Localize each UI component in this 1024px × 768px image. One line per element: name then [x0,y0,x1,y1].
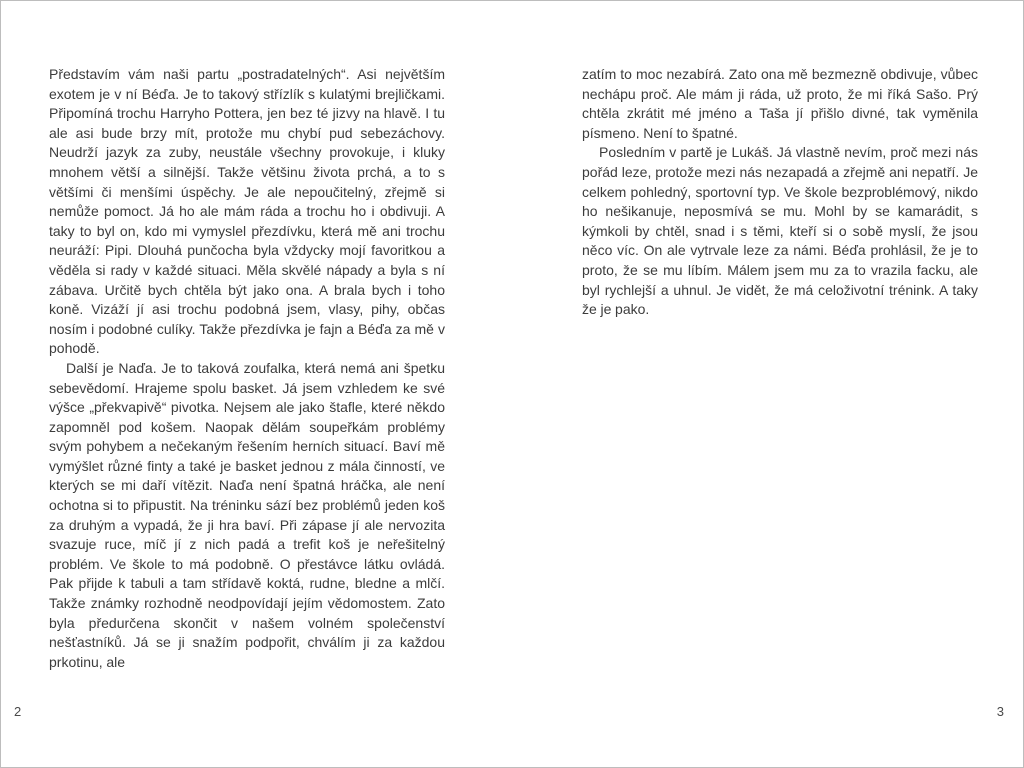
paragraph: Další je Naďa. Je to taková zoufalka, která nemá ani špetku sebevědomí. Hrajeme spolu basket. Já jsem vzhledem ke své výšce „překvapivě“ pivotka. Nejsem ale jako štafle, které někdo zapomněl pod košem. Naopak dělám soupeřkám problémy svým pohybem a nečekaným řešením herních situací. Baví mě vymýšlet různé finty a také je basket jednou z mála činností, ve kterých se mi daří vítězit. Naďa není špatná hráčka, ale není ochotna si to připustit. Na tréninku sází bez problémů jeden koš za druhým a vypadá, že ji hra baví. Při zápase jí ale nervozita svazuje ruce, míč jí z nich padá a trefit koš je neřešitelný problém. Ve škole to má podobně. O přestávce látku ovládá. Pak přijde k tabuli a tam střídavě koktá, rudne, bledne a mlčí. Takže známky rozhodně neodpovídají jejím vědomostem. Zato byla předurčena skončit v našem volném společenství nešťastníků. Já se ji snažím podpořit, chválím ji za každou prkotinu, ale [49,359,445,670]
paragraph: Posledním v partě je Lukáš. Já vlastně nevím, proč mezi nás pořád leze, protože mezi nás nezapadá a zřejmě ani nepatří. Je celkem pohledný, sportovní typ. Ve škole bezproblémový, nikdo ho nešikanuje, neposmívá se mu. Mohl by se kamarádit, s kýmkoli by chtěl, snad i s těmi, kteří si o sobě myslí, že jsou něco víc. On ale vytrvale leze za námi. Béďa prohlásil, že je to proto, že se mu líbím. Málem jsem mu za to vrazila facku, ale byl rychlejší a uhnul. Je vidět, že má celoživotní trénink. A taky že je pako. [582,144,978,318]
paragraph: Představím vám naši partu „postradatelných“. Asi největším exotem je v ní Béďa. Je to takový střízlík s kulatými brejličkami. Připomíná trochu Harryho Pottera, jen bez té jizvy na hlavě. I tu ale asi bude brzy mít, protože mu chybí pud sebezáchovy. Neudrží jazyk za zuby, neustále všechny provokuje, i kluky mnohem větší a silnější. Takže většinu života prchá, a to s většími či menšími úspěchy. Je ale nepoučitelný, zřejmě si nemůže pomoct. Já ho ale mám ráda a trochu ho i obdivuji. A taky to byl on, kdo mi vymyslel přezdívku, která mě ani trochu neuráží: Pipi. Dlouhá punčocha byla vždycky mojí favoritkou a věděla si rady v každé situaci. Měla skvělé nápady a byla s ní zábava. Určitě bych chtěla být jako ona. A brala bych i toho koně. Vizáží jí asi trochu podobná jsem, vlasy, pihy, občas nosím i podobné culíky. Takže přezdívka je fajn a Béďa za mě v pohodě. [49,66,445,357]
page-number-left: 2 [14,704,22,719]
page-number-right: 3 [996,704,1004,719]
left-page-text [49,65,445,672]
right-page-text [582,65,978,320]
paragraph: zatím to moc nezabírá. Zato ona mě bezmezně obdivuje, vůbec nechápu proč. Ale mám ji ráda, už proto, že mi říká Sašo. Prý chtěla zkrátit mé jméno a Taša jí přišlo divné, tak vyměnila písmeno. Není to špatné. [582,66,978,141]
